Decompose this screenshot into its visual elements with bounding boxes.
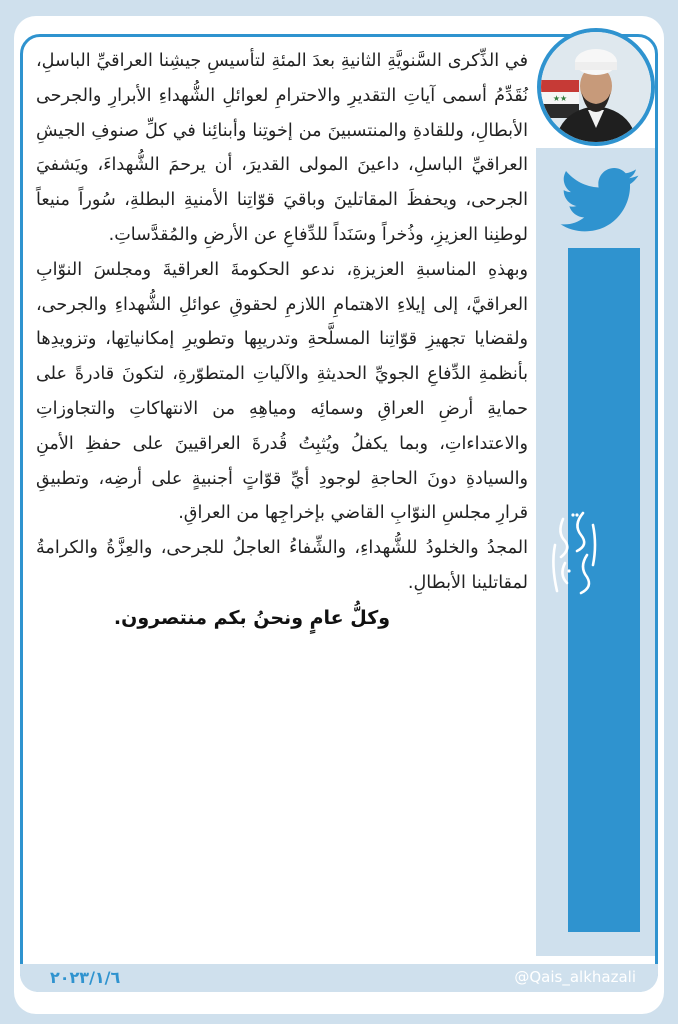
post-paragraph-3: المجدُ والخلودُ للشُّهداءِ، والشِّفاءُ العاجلُ للجرحى، والعِزَّةُ والكرامةُ لمقاتلينا الأبطالِ. (36, 538, 528, 593)
post-paragraph-2: وبهذهِ المناسبةِ العزيزةِ، ندعو الحكومةَ العراقيةَ ومجلسَ النوّابِ العراقيَّ، إلى إيلاءِ الاهتمامِ اللازمِ لحقوقِ عوائلِ الشُّهداءِ والجرحى، ولقضايا تجهيزِ قوّاتِنا المسلَّحةِ وتدريبِها وتطويرِ إمكانياتِها، وتزويدِها بأنظمةِ الدِّفاعِ الجويِّ الحديثةِ والآلياتِ المتطوّرةِ، لتكونَ قادرةً على حمايةِ أرضِ العراقِ وسمائِه ومياهِهِ من الانتهاكاتِ والتجاوزاتِ والاعتداءاتِ، وبما يكفلُ ويُثبِتُ قُدرةَ العراقيينَ على حفظِ الأمنِ والسيادةِ دونَ الحاجةِ لوجودِ أيِّ قوّاتٍ أجنبيةٍ على أرضِه، وتطبيقِ قرارِ مجلسِ النوّابِ القاضي بإخراجِها من العراقِ. (36, 259, 528, 524)
post-body (36, 44, 528, 636)
post-footer (20, 964, 658, 992)
post-date: ٢٠٢٣/١/٦ (50, 968, 121, 987)
post-closing: وكلُّ عامٍ ونحنُ بكم منتصرون. (113, 606, 391, 629)
avatar[interactable] (537, 28, 655, 146)
calligraphy-signature (543, 505, 603, 600)
svg-text:★★: ★★ (552, 94, 568, 103)
author-handle[interactable]: @Qais_alkhazali (514, 968, 636, 986)
twitter-bird-icon (560, 168, 640, 234)
profile-photo (541, 32, 651, 142)
post-paragraph-1: في الذِّكرى السَّنويَّةِ الثانيةِ بعدَ المئةِ لتأسيسِ جيشِنا العراقيِّ الباسلِ، نُقَدِّمُ أسمى آياتِ التقديرِ والاحترامِ لعوائلِ الشُّهداءِ الأبرارِ والجرحى الأبطالِ، وللقادةِ والمنتسبينَ من إخوتِنا وأبنائِنا في كلِّ صنوفِ الجيشِ العراقيِّ الباسلِ، داعينَ المولى القديرَ، أن يرحمَ الشُّهداءَ، ويَشفيَ الجرحى، ويحفظَ المقاتلينَ وباقيَ قوّاتِنا الأمنيةِ البطلةِ، سُوراً منيعاً لوطنِنا العزيزِ، وذُخراً وسَنَداً للدِّفاعِ عن الأرضِ والمُقدَّساتِ. (36, 51, 528, 245)
